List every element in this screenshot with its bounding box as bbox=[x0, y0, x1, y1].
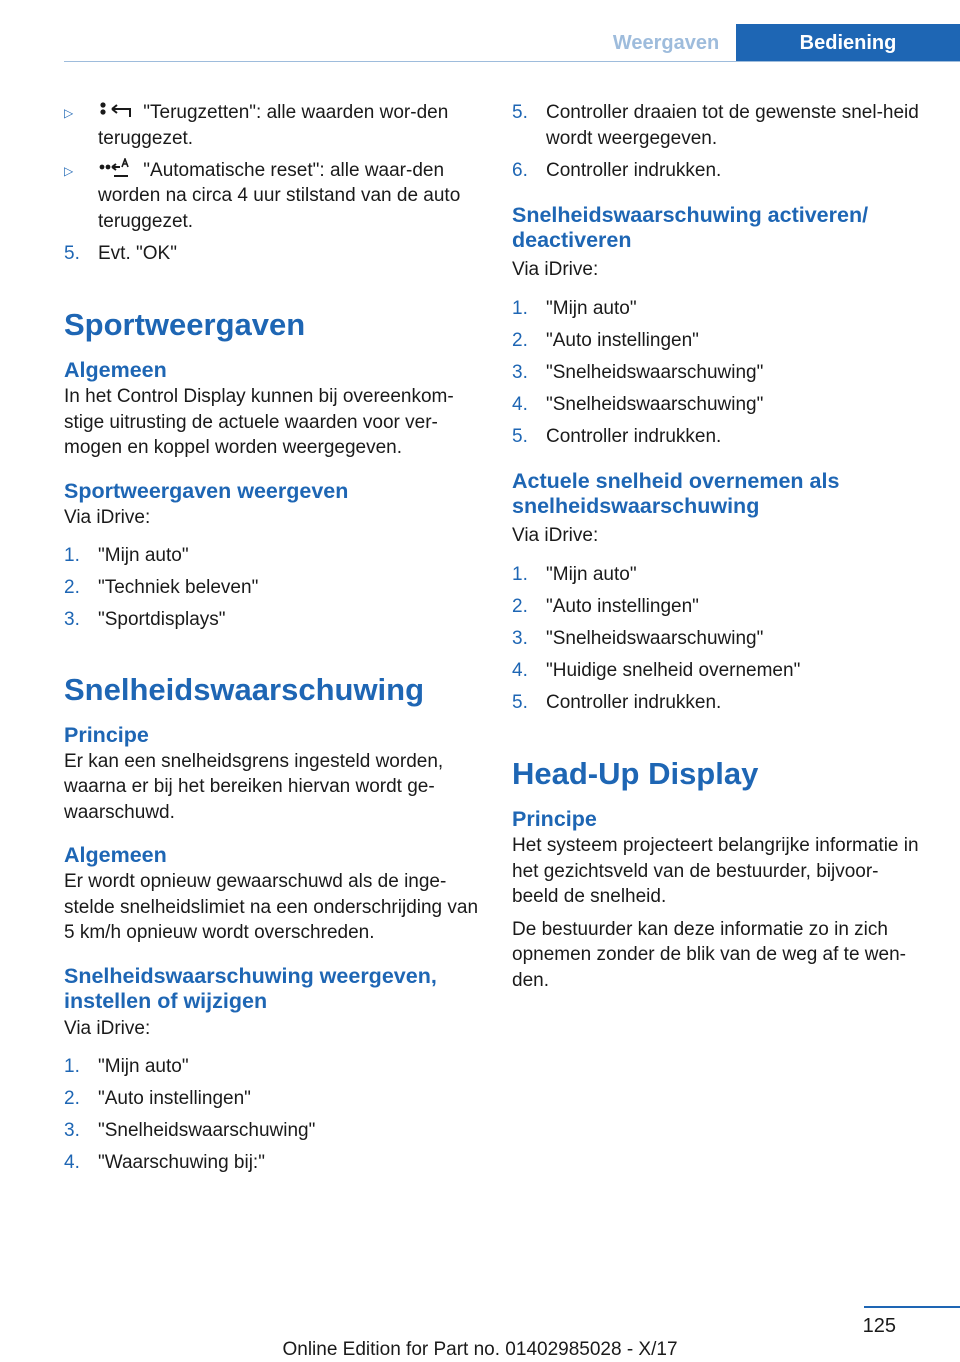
step-number: 4. bbox=[512, 393, 528, 415]
step-text: "Auto instellingen" bbox=[546, 595, 699, 617]
step-number: 1. bbox=[512, 563, 528, 585]
list-item bbox=[512, 158, 924, 184]
heading-hud-principle: Principe bbox=[512, 807, 597, 831]
reset-item-text: "Terugzetten": alle waarden wor-den teruggezet. bbox=[98, 102, 449, 149]
section-title-sport: Sportweergaven bbox=[64, 307, 306, 342]
step-number: 5. bbox=[512, 691, 528, 713]
triangle-bullet: ▷ bbox=[64, 106, 74, 120]
step-number: 1. bbox=[64, 545, 80, 566]
step-number: 5. bbox=[64, 242, 80, 264]
list-item bbox=[512, 100, 924, 151]
via-idrive: Via iDrive: bbox=[512, 525, 599, 546]
header-chapter: Bediening bbox=[736, 24, 960, 62]
step-text: "Snelheidswaarschuwing" bbox=[546, 393, 764, 415]
heading-speed-show: Snelheidswaarschuwing weergeven, instellen of wijzigen bbox=[64, 963, 437, 1013]
reset-item-text: "Automatische reset": alle waar-den worden na circa 4 uur stilstand van de auto teruggezet. bbox=[98, 159, 461, 232]
list-item bbox=[64, 607, 480, 633]
step-text: "Waarschuwing bij:" bbox=[98, 1152, 265, 1173]
list-item bbox=[512, 360, 924, 386]
step-text: "Snelheidswaarschuwing" bbox=[546, 627, 764, 649]
heading-adopt: Actuele snelheid overnemen als snelheidswaarschuwing bbox=[512, 469, 840, 518]
list-item bbox=[512, 562, 924, 588]
step-number: 4. bbox=[64, 1152, 80, 1173]
list-item bbox=[64, 1150, 480, 1176]
step-text: Evt. "OK" bbox=[98, 242, 177, 264]
via-idrive: Via iDrive: bbox=[64, 506, 151, 528]
list-item bbox=[512, 424, 924, 450]
heading-activate: Snelheidswaarschuwing activeren/ deactiveren bbox=[512, 203, 869, 252]
step-text: "Mijn auto" bbox=[98, 545, 189, 566]
paragraph: De bestuurder kan deze informatie zo in zich opnemen zonder de blik van de weg af te wen-den. bbox=[512, 918, 906, 991]
heading-speed-general: Algemeen bbox=[64, 843, 167, 867]
list-item bbox=[64, 1118, 480, 1144]
step-text: "Auto instellingen" bbox=[98, 1088, 251, 1109]
reset-values-icon bbox=[98, 100, 134, 120]
step-number: 2. bbox=[64, 1088, 80, 1109]
right-column bbox=[512, 100, 924, 1000]
step-number: 2. bbox=[512, 595, 528, 617]
step-text: "Huidige snelheid overnemen" bbox=[546, 659, 801, 681]
paragraph: Er wordt opnieuw gewaarschuwd als de inge-stelde snelheidslimiet na een onderschrijding van 5 km/h opnieuw wordt overschreden. bbox=[64, 871, 479, 943]
step-text: "Sportdisplays" bbox=[98, 609, 226, 630]
step-text: "Snelheidswaarschuwing" bbox=[98, 1120, 316, 1141]
edition-note: Online Edition for Part no. 01402985028 - X/17 bbox=[282, 1339, 678, 1360]
step-number: 1. bbox=[512, 297, 528, 319]
header-rule bbox=[64, 61, 960, 62]
list-item bbox=[512, 296, 924, 322]
step-number: 5. bbox=[512, 425, 528, 447]
step-text: Controller indrukken. bbox=[546, 159, 722, 181]
step-text: "Auto instellingen" bbox=[546, 329, 699, 351]
paragraph: In het Control Display kunnen bij overeenkom-stige uitrusting de actuele waarden voor ver-mogen en koppel worden weergegeven. bbox=[64, 386, 454, 458]
footer-rule bbox=[864, 1306, 960, 1308]
list-item bbox=[512, 626, 924, 652]
triangle-bullet: ▷ bbox=[64, 163, 74, 178]
step-text: "Mijn auto" bbox=[546, 297, 637, 319]
reset-item bbox=[64, 100, 480, 151]
list-item bbox=[64, 575, 480, 601]
list-item bbox=[512, 594, 924, 620]
list-item bbox=[64, 1054, 480, 1080]
step-text: "Mijn auto" bbox=[546, 563, 637, 585]
step-number: 3. bbox=[512, 627, 528, 649]
section-title-speed: Snelheidswaarschuwing bbox=[64, 671, 425, 707]
reset-item bbox=[64, 158, 480, 235]
automatic-reset-icon bbox=[98, 158, 134, 178]
via-idrive: Via iDrive: bbox=[64, 1017, 151, 1039]
page-number: 125 bbox=[862, 1315, 896, 1337]
step-number: 3. bbox=[64, 609, 80, 630]
list-item bbox=[64, 543, 480, 569]
step-number: 6. bbox=[512, 159, 528, 181]
step-text: Controller draaien tot de gewenste snel-heid wordt weergegeven. bbox=[546, 102, 919, 149]
section-title-hud: Head-Up Display bbox=[512, 756, 759, 791]
heading-speed-principle: Principe bbox=[64, 722, 149, 747]
via-idrive: Via iDrive: bbox=[512, 259, 599, 280]
list-item bbox=[64, 241, 480, 267]
step-number: 1. bbox=[64, 1056, 80, 1077]
heading-sport-show: Sportweergaven weergeven bbox=[64, 478, 349, 503]
list-item bbox=[512, 690, 924, 716]
step-number: 2. bbox=[64, 577, 80, 598]
step-number: 2. bbox=[512, 329, 528, 351]
step-text: "Mijn auto" bbox=[98, 1056, 189, 1077]
heading-sport-general: Algemeen bbox=[64, 358, 167, 382]
paragraph: Het systeem projecteert belangrijke informatie in het gezichtsveld van de bestuurder, bijvoor-beeld de snelheid. bbox=[512, 835, 919, 907]
step-number: 3. bbox=[512, 361, 528, 383]
left-column bbox=[64, 100, 480, 1182]
step-number: 5. bbox=[512, 102, 528, 123]
list-item bbox=[512, 328, 924, 354]
step-text: Controller indrukken. bbox=[546, 691, 722, 713]
step-text: Controller indrukken. bbox=[546, 425, 722, 447]
step-number: 3. bbox=[64, 1120, 80, 1141]
paragraph: Er kan een snelheidsgrens ingesteld worden, waarna er bij het bereiken hiervan wordt ge-waarschuwd. bbox=[64, 750, 444, 823]
page-header bbox=[0, 0, 960, 62]
list-item bbox=[64, 1086, 480, 1112]
step-number: 4. bbox=[512, 659, 528, 681]
list-item bbox=[512, 658, 924, 684]
list-item bbox=[512, 392, 924, 418]
header-section: Weergaven bbox=[612, 32, 720, 54]
step-text: "Techniek beleven" bbox=[98, 577, 259, 598]
step-text: "Snelheidswaarschuwing" bbox=[546, 361, 764, 383]
